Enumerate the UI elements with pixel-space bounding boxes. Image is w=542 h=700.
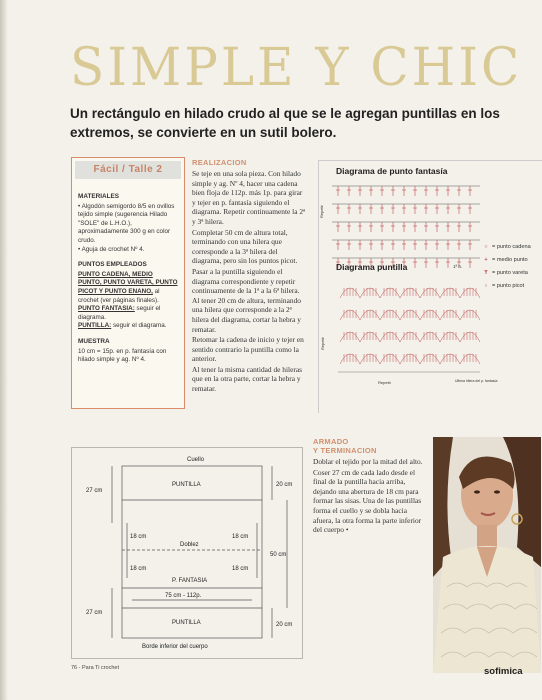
neck-label: Cuello (187, 457, 205, 463)
dim-18-left-upper: 18 cm (130, 534, 147, 540)
difficulty-size-label: Fácil / Talle 2 (75, 161, 181, 179)
armado-heading: ARMADO (313, 437, 349, 446)
stitches-text (78, 271, 178, 305)
dim-20-bottom: 20 cm (276, 622, 293, 628)
realizacion-paragraph: Al tener la misma cantidad de hileras que en la otra parte, cortar la hebra y rematar. (192, 364, 302, 394)
fantasia-stitch-text (78, 305, 178, 322)
stitch-legend (480, 241, 531, 293)
picot-stitch-icon: ♁ (483, 283, 489, 289)
puntilla-stitch-diagram (320, 272, 498, 392)
gauge-text: 10 cm = 15p. en p. fantasía con hilado simple y ag. Nº 4. (78, 347, 167, 364)
realizacion-paragraph: Pasar a la puntilla siguiendo el diagrama correspondiente y repetir continuamente de la 1ª a la 6ª hilera. Al tener 20 cm de altura, terminando una hilera que corresponde a la 2ª hilera del diagrama, cortar la hebra y rematar. (192, 266, 301, 334)
materials-item-hook: • Aguja de crochet Nº 4. (78, 245, 145, 253)
bottom-edging-label: PUNTILLA (172, 620, 201, 626)
fantasia-section-label: P. FANTASIA (172, 578, 208, 584)
materials-heading: MATERIALES (78, 193, 120, 200)
gauge-heading: MUESTRA (78, 337, 110, 345)
legend-item: ○ = punto cadena (480, 241, 531, 254)
puntilla-diagram-title: Diagrama puntilla (336, 262, 408, 272)
bottom-edge-label: Borde inferior del cuerpo (142, 644, 208, 650)
terminacion-heading: Y TERMINACION (313, 446, 377, 455)
puntilla-stitch-label: PUNTILLA: (78, 322, 112, 330)
stitches-note: al crochet (ver páginas finales). (78, 287, 160, 304)
info-box (71, 157, 185, 409)
armado-text (313, 457, 427, 536)
chain-stitch-icon: ○ (484, 244, 488, 250)
width-label: 75 cm - 112p. (165, 593, 202, 599)
materials-item-yarn: • Algodón semigordo 8/5 en ovillos tejido simple (sugerencia Hilado "SOLE" de L.H.O.), aproximadamente 300 g en color crudo. (78, 202, 175, 244)
realizacion-text (192, 169, 306, 395)
fantasia-repeat-label: Repetir (319, 205, 324, 218)
legend-item: ♁ = punto picot (480, 280, 531, 293)
page-number-footer: 76 - Para Ti crochet (71, 665, 119, 671)
puntilla-repeat-side-label: Repetir (320, 337, 325, 350)
dim-50: 50 cm (270, 552, 287, 558)
model-illustration (433, 437, 541, 673)
realizacion-paragraph: Completar 50 cm de altura total, terminando con una hilera que corresponde a la 3ª hilera del diagrama, pero sin los puntos picot. (192, 227, 298, 266)
realizacion-paragraph: Retomar la cadena de inicio y tejer en sentido contrario la puntilla como la anterior. (192, 335, 304, 364)
credit-footer: sofimica (484, 666, 523, 677)
last-row-label: Ultima hilera del p. fantasía (455, 379, 498, 383)
fold-label: Doblez (180, 542, 199, 548)
puntilla-stitch-note: seguir el diagrama. (111, 322, 167, 330)
fantasia-stitch-label: PUNTO FANTASIA: (78, 305, 135, 313)
single-crochet-icon: + (484, 257, 488, 263)
realizacion-paragraph: Se teje en una sola pieza. Con hilado simple y ag. Nº 4, hacer una cadena bien floja de 112p. más 1p. para girar y tejer en p. fantasía siguiendo el diagrama. Repetir continuamente la 2ª y 3ª hilera. (192, 169, 306, 226)
dim-18-right-lower: 18 cm (232, 566, 249, 572)
dim-27-top: 27 cm (86, 488, 103, 494)
puntilla-stitch-text (78, 322, 178, 331)
legend-item: Ŧ = punto vareta (480, 267, 531, 280)
garment-schematic (71, 447, 303, 659)
page-spine-shadow (0, 0, 8, 700)
dim-27-bottom: 27 cm (86, 610, 103, 616)
fantasia-diagram-title: Diagrama de punto fantasía (336, 166, 448, 176)
dim-20-top: 20 cm (276, 482, 293, 488)
legend-item: + = medio punto (480, 254, 531, 267)
fantasia-first-row-label: 1ª h. (453, 264, 463, 269)
dim-18-right-upper: 18 cm (232, 534, 249, 540)
fantasia-stitch-diagram (320, 178, 480, 270)
stitches-list: PUNTO CADENA, MEDIO PUNTO, PUNTO VARETA, PUNTO PICOT Y PUNTO ENANO, (78, 270, 178, 295)
armado-paragraph: Doblar el tejido por la mitad del alto. (313, 457, 423, 466)
armado-paragraph: Coser 27 cm de cada lado desde el final de la puntilla hacia arriba, dejando una abertura de 18 cm para formar las sisas. Una de las puntillas forma el cuello y se dobla hacia afuera, la otra forma la parte inferior del cuerpo • (313, 467, 422, 535)
puntilla-repeat-bottom-label: Repetir (378, 380, 391, 385)
realizacion-heading: REALIZACION (192, 158, 247, 167)
model-photo (433, 437, 541, 673)
top-edging-label: PUNTILLA (172, 482, 201, 488)
double-crochet-icon: Ŧ (484, 270, 488, 276)
stitches-heading: PUNTOS EMPLEADOS (78, 261, 147, 269)
lead-paragraph: Un rectángulo en hilado crudo al que se le agregan puntillas en los extremos, se convierte en un sutil bolero. (70, 106, 500, 140)
page-title: SIMPLE Y CHIC (70, 36, 523, 98)
schematic-drawing (72, 448, 302, 658)
dim-18-left-lower: 18 cm (130, 566, 147, 572)
fantasia-stitch-note: seguir el diagrama. (78, 305, 161, 321)
